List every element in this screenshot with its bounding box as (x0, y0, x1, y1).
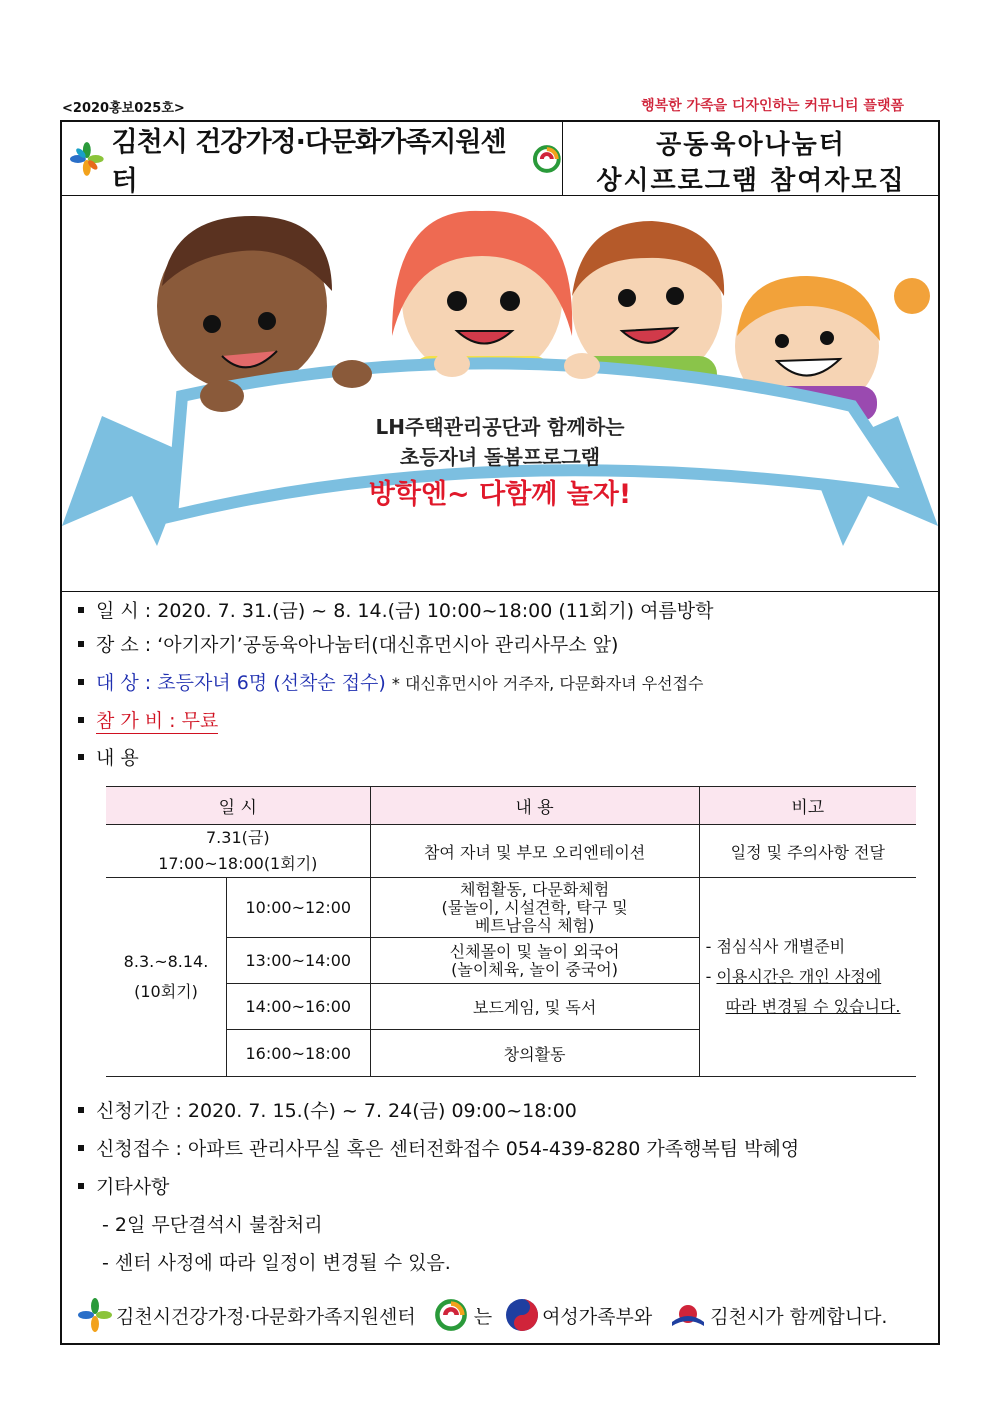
footer-city: 김천시가 함께합니다. (710, 1305, 888, 1328)
document-number: <2020홍보025호> (62, 101, 185, 116)
banner-line-3: 방학엔~ 다함께 놀자! (368, 479, 632, 510)
bullet-icon (78, 1107, 84, 1113)
bullet-icon (78, 679, 84, 685)
row-date: 7.31(금) 17:00~18:00(1회기) (106, 825, 370, 878)
row-content: 보드게임, 및 독서 (370, 984, 699, 1030)
gimcheon-logo-icon (670, 1300, 706, 1330)
row-time: 14:00~16:00 (227, 984, 371, 1030)
row-content: 체험활동, 다문화체험 (물놀이, 시설견학, 탁구 및 베트남음식 체험) (370, 878, 699, 938)
bullet-icon (78, 641, 84, 647)
group-note: - 점심식사 개별준비 - 이용시간은 개인 사정에 따라 변경될 수 있습니다. (699, 878, 916, 1077)
title-line-2: 상시프로그램 참여자모집 (596, 166, 906, 196)
footer-ministry: 여성가족부와 (542, 1305, 653, 1328)
banner-line-2: 초등자녀 돌봄프로그램 (399, 445, 601, 469)
column-header-note: 비고 (699, 787, 916, 825)
footer (78, 1297, 891, 1333)
info-date: 일 시 : 2020. 7. 31.(금) ~ 8. 14.(금) 10:00~18:00 (11회기) 여름방학 (78, 596, 713, 623)
row-content: 창의활동 (370, 1030, 699, 1077)
footer-particle: 는 (473, 1305, 493, 1328)
slogan: 행복한 가족을 디자인하는 커뮤니티 플랫폼 (641, 98, 904, 114)
header-title (564, 122, 938, 195)
bullet-icon (78, 754, 84, 760)
info-place: 장 소 : ‘아기자기’공동육아나눔터(대신휴먼시아 관리사무소 앞) (78, 630, 618, 657)
title-line-1: 공동육아나눔터 (656, 130, 846, 160)
children-illustration (62, 196, 938, 591)
info-fee: 참 가 비 : 무료 (78, 706, 218, 733)
header (62, 122, 938, 196)
taegeuk-emblem-icon (504, 1297, 540, 1333)
table-row (106, 825, 916, 878)
column-header-content: 내 용 (370, 787, 699, 825)
bullet-icon (78, 1145, 84, 1151)
bullet-icon (78, 607, 84, 613)
info-content: 내 용 (78, 743, 139, 770)
flower-logo-icon (70, 142, 104, 176)
banner-line-1: LH주택관리공단과 함께하는 (375, 415, 625, 439)
bullet-icon (78, 717, 84, 723)
row-time: 13:00~14:00 (227, 938, 371, 984)
row-content: 참여 자녀 및 부모 오리엔테이션 (370, 825, 699, 878)
footer-center: 김천시건강가정·다문화가족지원센터 (116, 1305, 416, 1328)
schedule-table (106, 786, 916, 1077)
row-time: 16:00~18:00 (227, 1030, 371, 1077)
multicultural-logo-icon (532, 144, 562, 174)
apply-reception: 신청접수 : 아파트 관리사무실 혹은 센터전화접수 054-439-8280 가족행복팀 박혜영 (78, 1134, 799, 1161)
row-time: 10:00~12:00 (227, 878, 371, 938)
row-content: 신체몰이 및 놀이 외국어 (놀이체육, 놀이 중국어) (370, 938, 699, 984)
etc-item-1: - 2일 무단결석시 불참처리 (102, 1214, 323, 1236)
center-name: 김천시 건강가정·다문화가족지원센터 (111, 126, 506, 197)
info-target: 대 상 : 초등자녀 6명 (선착순 접수) * 대신휴먼시아 거주자, 다문화자녀 우선접수 (78, 668, 704, 695)
row-note: 일정 및 주의사항 전달 (699, 825, 916, 878)
flower-logo-icon (78, 1298, 112, 1332)
group-date: 8.3.~8.14. (10회기) (106, 878, 227, 1077)
bullet-icon (78, 1183, 84, 1189)
header-center (62, 122, 563, 195)
etc-label: 기타사항 (78, 1172, 169, 1199)
multicultural-logo-icon (434, 1298, 468, 1332)
table-header-row (106, 787, 916, 825)
column-header-date: 일 시 (106, 787, 370, 825)
banner (62, 196, 938, 592)
table-row (106, 878, 916, 938)
etc-item-2: - 센터 사정에 따라 일정이 변경될 수 있음. (102, 1252, 451, 1274)
apply-period: 신청기간 : 2020. 7. 15.(수) ~ 7. 24(금) 09:00~18:00 (78, 1096, 577, 1123)
